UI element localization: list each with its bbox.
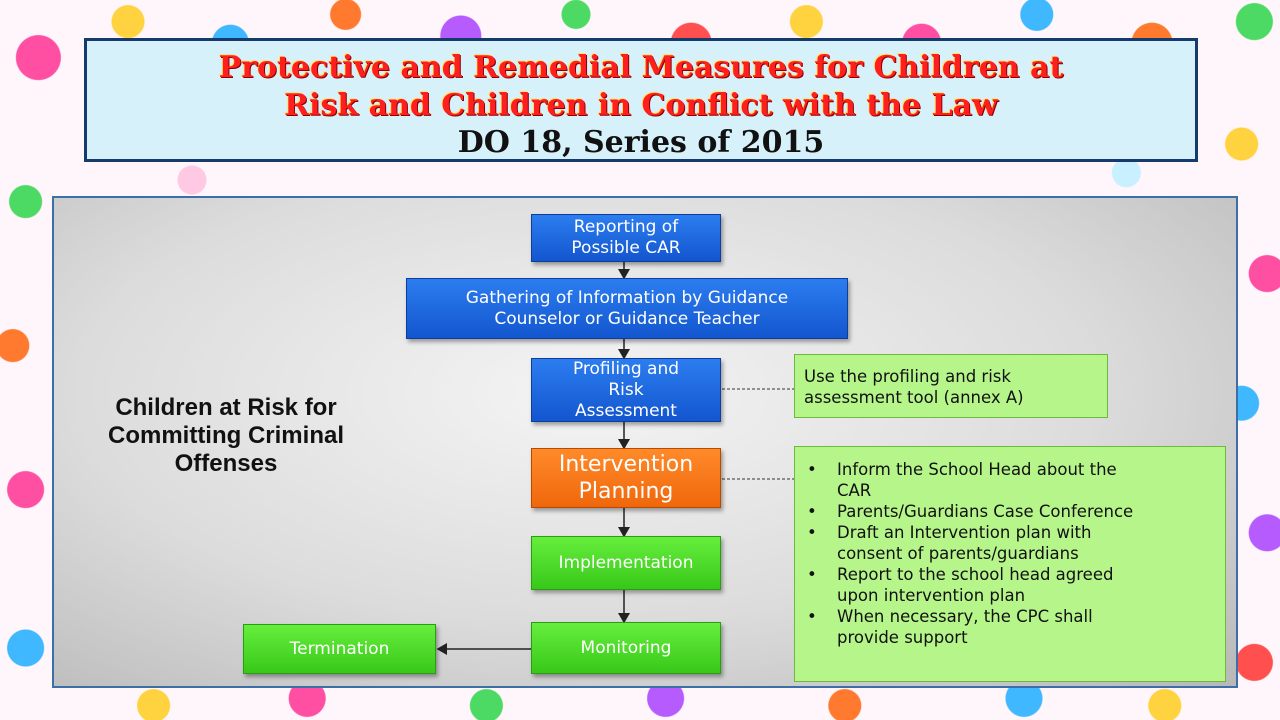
step-4-line-2: upon intervention plan — [837, 586, 1026, 605]
list-item — [837, 522, 1225, 564]
intervention-steps-list — [799, 459, 1225, 648]
node-gathering-line-2: Counselor or Guidance Teacher — [494, 308, 760, 329]
list-item — [837, 564, 1225, 606]
note-intervention-steps — [794, 446, 1226, 682]
note-profiling-line-2: assessment tool (annex A) — [804, 388, 1024, 407]
node-monitoring — [531, 622, 721, 674]
title-line-1: Protective and Remedial Measures for Children at — [218, 50, 1064, 85]
node-implementation-label: Implementation — [558, 553, 694, 573]
step-3-line-1: • Draft an Intervention plan with — [837, 523, 1092, 542]
node-profiling — [531, 358, 721, 422]
node-reporting-line-2: Possible CAR — [571, 238, 681, 258]
page-subtitle: DO 18, Series of 2015 — [457, 125, 825, 160]
note-profiling-line-1: Use the profiling and risk — [804, 367, 1011, 386]
side-label-line-1: Children at Risk for — [115, 394, 337, 421]
node-profiling-line-3: Assessment — [575, 400, 677, 421]
node-monitoring-label: Monitoring — [580, 638, 672, 658]
node-intervention-line-1: Intervention — [558, 452, 694, 477]
node-gathering-line-1: Gathering of Information by Guidance — [465, 287, 789, 308]
note-profiling-tool — [794, 354, 1108, 418]
step-2-line-1: • Parents/Guardians Case Conference — [837, 502, 1134, 521]
title-line-2: Risk and Children in Conflict with the Law — [284, 88, 998, 123]
list-item — [837, 459, 1225, 501]
node-intervention-line-2: Planning — [578, 479, 674, 504]
side-label-line-3: Offenses — [174, 450, 278, 477]
node-implementation — [531, 536, 721, 590]
step-5-line-1: • When necessary, the CPC shall — [837, 607, 1093, 626]
list-item — [837, 501, 1225, 522]
step-5-line-2: provide support — [837, 628, 968, 647]
node-reporting — [531, 214, 721, 262]
node-reporting-line-1: Reporting of — [573, 217, 679, 237]
children-at-risk-label — [56, 394, 396, 478]
node-profiling-line-1: Profiling and — [572, 358, 680, 379]
step-1-line-1: • Inform the School Head about the — [837, 460, 1117, 479]
step-4-line-1: • Report to the school head agreed — [837, 565, 1114, 584]
step-3-line-2: consent of parents/guardians — [837, 544, 1079, 563]
step-1-line-2: CAR — [837, 481, 872, 500]
list-item — [837, 606, 1225, 648]
node-termination — [243, 624, 436, 674]
side-label-line-2: Committing Criminal — [107, 422, 344, 449]
node-gathering — [406, 278, 848, 339]
node-termination-label: Termination — [289, 639, 390, 659]
node-profiling-line-2: Risk — [608, 379, 644, 400]
node-intervention-planning — [531, 448, 721, 508]
